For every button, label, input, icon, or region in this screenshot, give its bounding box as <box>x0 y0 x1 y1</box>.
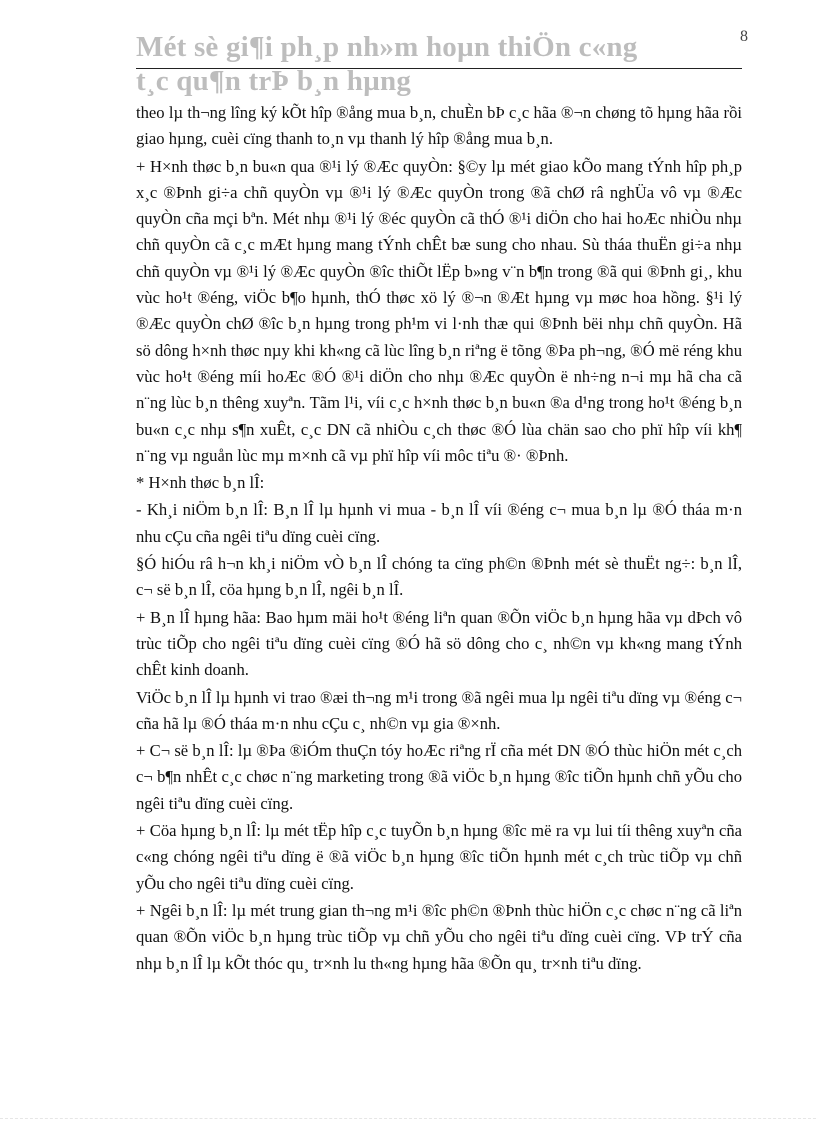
header-title-line-2: t¸c qu¶n trÞ b¸n hµng <box>136 65 412 97</box>
paragraph: + Cöa hµng b¸n lÎ: lµ mét tËp hîp c¸c tuyÕn b¸n hµng ®îc më ra vµ lui tíi thêng xuyªn cña c«ng chóng ngêi tiªu dïng ë ®ã viÖc b¸n hµng ®îc tiÕn hµnh mét c¸ch trùc tiÕp vµ chñ yÕu cho ngêi tiªu dïng cuèi cïng. <box>136 821 742 893</box>
paragraph: + Ngêi b¸n lÎ: lµ mét trung gian th¬ng m¹i ®îc ph©n ®Þnh thùc hiÖn c¸c chøc n¨ng cã liªn quan ®Õn viÖc b¸n hµng trùc tiÕp vµ chñ yÕu cho ngêi tiªu dïng cuèi cïng. VÞ trÝ cña nhµ b¸n lÎ lµ kÕt thóc qu¸ tr×nh lu th«ng hµng hãa ®Õn qu¸ tr×nh tiªu dïng. <box>136 900 742 973</box>
header-title-line-1: Mét sè gi¶i ph¸p nh»m hoµn thiÖn c«ng <box>136 31 638 63</box>
paragraph: - Kh¸i niÖm b¸n lÎ: B¸n lÎ lµ hµnh vi mua - b¸n lÎ víi ®éng c¬ mua b¸n lµ ®Ó tháa m·n nhu cÇu cña ngêi tiªu dïng cuèi cïng. <box>136 500 742 546</box>
paragraph: theo lµ th¬ng lîng ký kÕt hîp ®ång mua b¸n, chuÈn bÞ c¸c hãa ®¬n chøng tõ hµng hãa rồi giao hµng, cuèi cïng thanh to¸n vµ thanh lý hîp ®ång mua b¸n. <box>136 103 742 149</box>
page-number: 8 <box>740 28 748 45</box>
paragraph: + B¸n lÎ hµng hãa: Bao hµm mäi ho¹t ®éng liªn quan ®Õn viÖc b¸n hµng hãa vµ dÞch vô trùc tiÕp cho ngêi tiªu dïng cuèi cïng ®Ó hã sö dông cho c¸ nh©n vµ kh«ng mang tÝnh chÊt kinh doanh. <box>136 607 742 680</box>
paragraph: ViÖc b¸n lÎ lµ hµnh vi trao ®æi th¬ng m¹i trong ®ã ngêi mua lµ ngêi tiªu dïng vµ ®éng c¬ cña hã lµ ®Ó tháa m·n nhu cÇu c¸ nh©n vµ gia ®×nh. <box>136 687 742 733</box>
page-header <box>136 30 742 98</box>
document-body <box>136 100 742 977</box>
paragraph: + C¬ së b¸n lÎ: lµ ®Þa ®iÓm thuÇn tóy hoÆc riªng rÏ cña mét DN ®Ó thùc hiÖn mét c¸ch c¬ b¶n nhÊt c¸c chøc n¨ng marketing trong ®ã viÖc b¸n hµng ®îc tiÕn hµnh chñ yÕu cho ngêi tiªu dïng cuèi cïng. <box>136 741 742 813</box>
paragraph: + H×nh thøc b¸n bu«n qua ®¹i lý ®Æc quyÒn: §©y lµ mét giao kÕo mang tÝnh hîp ph¸p x¸c ®Þnh gi÷a chñ quyÒn vµ ®¹i lý ®Æc quyÒn trong ®ã chØ râ nghÜa vô vµ ®Æc quyÒn cña mçi bªn. Mét nhµ ®¹i lý ®éc quyÒn cã thÓ ®¹i diÖn cho hai hoÆc nhiÒu nhµ chñ quyÒn cã c¸c mÆt hµng mang tÝnh chÊt bæ sung cho nhau. Sù tháa thuËn gi÷a nhµ chñ quyÒn vµ ®¹i lý ®Æc quyÒn ®îc thiÕt lËp b»ng v¨n b¶n trong ®ã qui ®Þnh gi¸, khu vùc ho¹t ®éng, viÖc b¶o hµnh, thÓ thøc xö lý ®¬n ®Æt hµng vµ møc hoa hồng. §¹i lý ®Æc quyÒn chØ ®îc b¸n hµng trong ph¹m vi l·nh thæ qui ®Þnh bëi nhµ chñ quyÒn. Hã sö dông h×nh thøc nµy khi kh«ng cã lùc lîng b¸n riªng ë tõng ®Þa ph¬ng, ®Ó më réng khu vùc ho¹t ®éng míi hoÆc ®Ó ®¹i diÖn cho nhµ ®Æc quyÒn ë nh÷ng n¬i mµ hã cha cã n¨ng lùc b¸n thêng xuyªn. Tãm l¹i, víi c¸c h×nh thøc b¸n bu«n ®a d¹ng trong ho¹t ®éng b¸n bu«n c¸c nhµ s¶n xuÊt, c¸c DN cã nhiÒu c¸ch thøc ®Ó lùa chän sao cho phï hîp víi kh¶ n¨ng vµ nguån lùc mµ m×nh cã vµ phï hîp víi môc tiªu ®· ®Þnh. <box>136 156 742 465</box>
paragraph: * H×nh thøc b¸n lÎ: <box>136 473 265 493</box>
paragraph: §Ó hiÓu râ h¬n kh¸i niÖm vÒ b¸n lÎ chóng ta cïng ph©n ®Þnh mét sè thuËt ng÷: b¸n lÎ, c¬ së b¸n lÎ, cöa hµng b¸n lÎ, ngêi b¸n lÎ. <box>136 554 742 600</box>
page-bottom-border <box>0 1118 816 1119</box>
header-rule <box>136 68 742 69</box>
